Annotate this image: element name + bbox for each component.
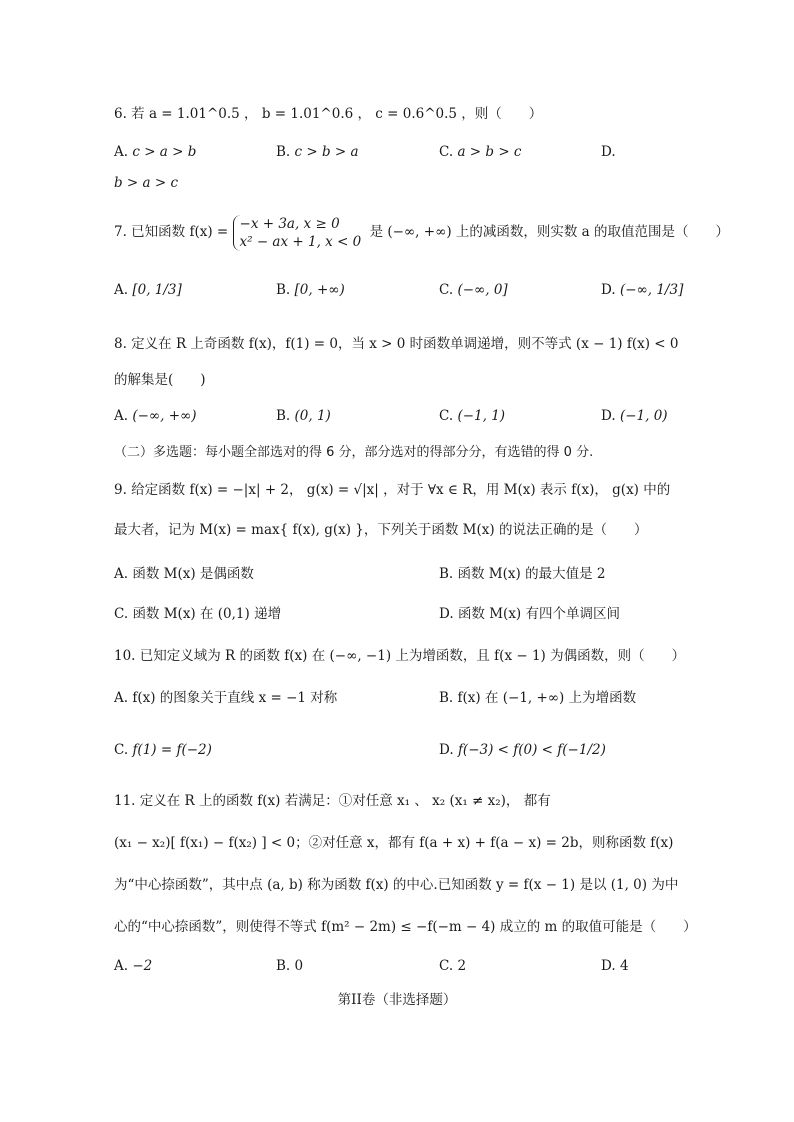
option-text: f(1) = f(−2) [132, 742, 212, 758]
q9-stem-line2: 最大者，记为 M(x) = max{ f(x), g(x) }，下列关于函数 M(x) 的说法正确的是（ ） [114, 522, 648, 538]
q11-line3: 为“中心捺函数”，其中点 (a, b) 称为函数 f(x) 的中心.已知函数 y = f(x − 1) 是以 (1, 0) 为中 [114, 877, 679, 893]
section-footer-title: 第II卷（非选择题） [337, 992, 457, 1008]
q7-piece-2: x² − ax + 1, x < 0 [239, 233, 362, 250]
q10-option-d [439, 740, 606, 760]
q6-option-d-label: D. [601, 144, 616, 160]
q9-option-c [114, 604, 281, 624]
option-label: C. [439, 408, 454, 424]
option-label: B. [276, 408, 291, 424]
option-text: 0 [294, 958, 304, 974]
q10-stem: 10. 已知定义域为 R 的函数 f(x) 在 (−∞, −1) 上为增函数，且 f(x − 1) 为偶函数，则（ ） [114, 648, 686, 664]
option-label: C. [439, 958, 454, 974]
q7-option-c [439, 280, 508, 300]
option-text: (−∞, 0] [457, 282, 508, 298]
option-label: C. [439, 144, 454, 160]
q8-option-c [439, 406, 505, 426]
q7-piece-1: −x + 3a, x ≥ 0 [239, 215, 340, 232]
option-label: B. [439, 566, 454, 582]
option-text: f(−3) < f(0) < f(−1/2) [457, 742, 606, 758]
option-text: 4 [619, 958, 629, 974]
q9-option-b [439, 564, 605, 584]
q8-option-a [114, 406, 197, 426]
q11-line2: (x₁ − x₂)[ f(x₁) − f(x₂) ] < 0；②对任意 x，都有 f(a + x) + f(a − x) = 2b，则称函数 f(x) [114, 835, 674, 851]
option-label: A. [114, 282, 129, 298]
q7-prefix: 7. 已知函数 f(x) = [114, 224, 229, 240]
q6-option-a [114, 142, 196, 162]
q10-option-c [114, 740, 212, 760]
q6-option-d-text: b > a > c [114, 175, 179, 191]
q7-stem [114, 212, 729, 252]
option-label: B. [276, 958, 291, 974]
option-text: (−1, 0) [619, 408, 668, 424]
q7-piecewise [233, 215, 366, 251]
option-text: 函数 M(x) 有四个单调区间 [457, 606, 620, 622]
option-label: A. [114, 566, 129, 582]
option-label: D. [601, 958, 616, 974]
q11-line4: 心的“中心捺函数”，则使得不等式 f(m² − 2m) ≤ −f(−m − 4) 成立的 m 的取值可能是（ ） [114, 919, 697, 935]
option-label: C. [114, 742, 129, 758]
q11-option-b [276, 956, 303, 976]
option-text: [0, 1/3] [132, 282, 182, 298]
q11-line1: 11. 定义在 R 上的函数 f(x) 若满足：①对任意 x₁ 、 x₂ (x₁ ≠ x₂)， 都有 [114, 793, 551, 809]
option-text: 函数 M(x) 的最大值是 2 [457, 566, 606, 582]
option-text: (−∞, 1/3] [619, 282, 684, 298]
option-label: A. [114, 690, 129, 706]
option-label: D. [601, 408, 616, 424]
q11-option-d [601, 956, 629, 976]
q8-option-b [276, 406, 331, 426]
option-label: B. [439, 690, 454, 706]
option-label: A. [114, 958, 129, 974]
section-multi-choice-heading: （二）多选题：每小题全部选对的得 6 分，部分选对的得部分分，有选错的得 0 分. [114, 445, 594, 460]
option-label: B. [276, 282, 291, 298]
option-text: [0, +∞) [294, 282, 345, 298]
q6-stem: 6. 若 a = 1.01^0.5 ， b = 1.01^0.6 ， c = 0.6^0.5 ，则（ ） [114, 106, 543, 122]
option-label: D. [439, 742, 454, 758]
q8-option-d [601, 406, 668, 426]
option-text: (0, 1) [294, 408, 331, 424]
option-text: f(x) 在 (−1, +∞) 上为增函数 [457, 690, 637, 706]
option-text: 函数 M(x) 在 (0,1) 递增 [132, 606, 282, 622]
q7-suffix: 是 (−∞, +∞) 上的减函数，则实数 a 的取值范围是（ ） [369, 224, 730, 240]
option-text: f(x) 的图象关于直线 x = −1 对称 [132, 690, 338, 706]
q10-option-a [114, 688, 337, 708]
q7-option-d [601, 280, 683, 300]
q9-option-d [439, 604, 620, 624]
q6-option-c [439, 142, 521, 162]
option-label: B. [276, 144, 291, 160]
option-text: (−∞, +∞) [132, 408, 197, 424]
q6-option-b [276, 142, 359, 162]
option-label: A. [114, 408, 129, 424]
option-text: (−1, 1) [457, 408, 506, 424]
q10-option-b [439, 688, 636, 708]
q9-option-a [114, 564, 254, 584]
q11-option-a [114, 956, 152, 976]
q9-stem-line1: 9. 给定函数 f(x) = −|x| + 2， g(x) = √|x| ，对于 ∀x ∈ R，用 M(x) 表示 f(x)， g(x) 中的 [114, 482, 671, 498]
option-label: C. [439, 282, 454, 298]
option-label: D. [601, 282, 616, 298]
option-text: a > b > c [457, 144, 522, 160]
q11-option-c [439, 956, 466, 976]
option-label: A. [114, 144, 129, 160]
option-label: C. [114, 606, 129, 622]
option-text: c > b > a [294, 144, 359, 160]
q7-option-a [114, 280, 182, 300]
option-text: −2 [132, 958, 153, 974]
q8-stem-line2: 的解集是( ) [114, 372, 206, 388]
option-text: 2 [457, 958, 467, 974]
option-text: c > a > b [132, 144, 197, 160]
q7-option-b [276, 280, 345, 300]
option-text: 函数 M(x) 是偶函数 [132, 566, 254, 582]
q8-stem-line1: 8. 定义在 R 上奇函数 f(x)，f(1) = 0，当 x > 0 时函数单调递增，则不等式 (x − 1) f(x) < 0 [114, 336, 679, 352]
option-label: D. [439, 606, 454, 622]
